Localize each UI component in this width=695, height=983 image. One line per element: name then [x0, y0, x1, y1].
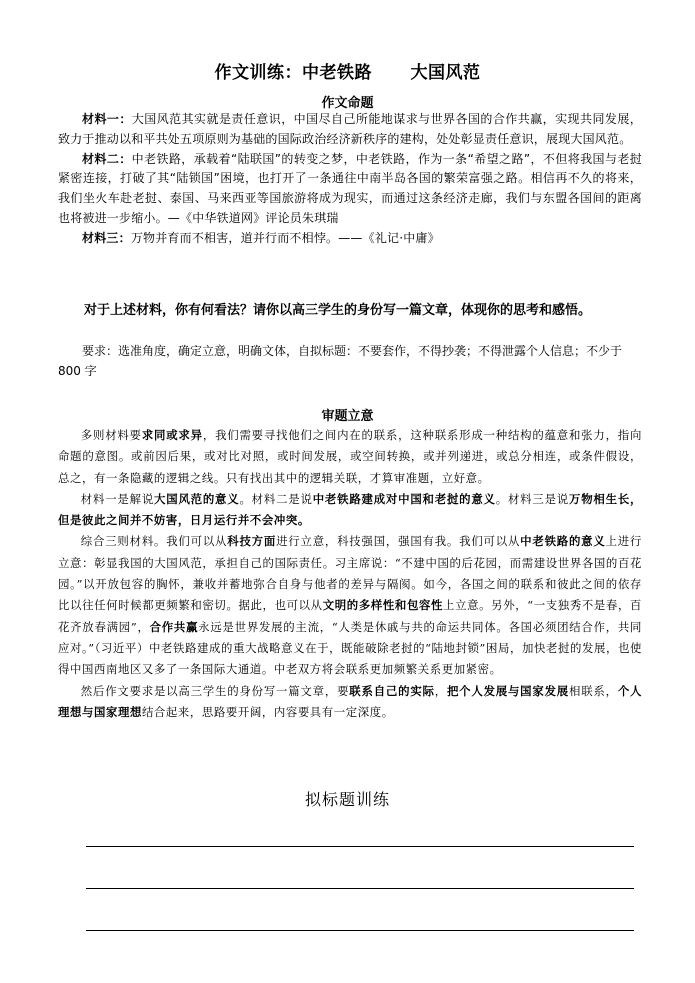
- analysis-text: 综合三则材料。我们可以从: [80, 534, 228, 549]
- material-text: 中老铁路，承载着“陆联国”的转变之梦，中老铁路，作为一条“希望之路”，不但将我国与老挝紧密连接，打破了其“陆锁国”困境，也打开了一条通往中南半岛各国的繁荣富强之路。相信再不久的将来，我们坐火车赴老挝、泰国、马来西亚等国旅游将成为现实，而通过这条经济走廊，我们与东盟各国间的距离也将被进一步缩小。—《中华铁道网》评论员朱琪瑞: [58, 151, 642, 225]
- analysis-text: ，: [434, 683, 447, 698]
- material-text: 万物并育而不相害，道并行而不相悖。——《礼记·中庸》: [130, 230, 440, 245]
- answer-line: [86, 846, 634, 847]
- analysis-emphasis: 中老铁路建成对中国和老挝的意义: [312, 491, 496, 506]
- analysis-emphasis: 万物相生长，但是彼此之间并不妨害，日月运行并不会冲突。: [58, 491, 643, 528]
- material-1: [58, 110, 642, 150]
- analysis-text: 上进行立意：彰显我国的大国风范，承担自己的国际责任。习主席说：“不建中国的后花园，而需建设世界各国的百花园。”以开放包容的胸怀，兼收并蓄地弥合自身与他者的差异与隔阂。如今，各国之间的联系和彼此之间的依存比以往任何时候都更频繁和密切。据此，也可以从: [58, 534, 642, 613]
- material-text: 大国风范其实就是责任意识，中国尽自己所能地谋求与世界各国的合作共赢，实现共同发展，致力于推动以和平共处五项原则为基础的国际政治经济新秩序的建构，处处彰显责任意识，展现大国风范。: [58, 112, 642, 146]
- analysis-paragraph-2: [58, 489, 642, 532]
- material-2: [58, 150, 642, 229]
- analysis-text: 永远是世界发展的主流，“人类是休戚与共的命运共同体。各国必须团结合作，共同应对。”（习近平）中老铁路建成的重大战略意义在于，既能破除老挝的“陆地封锁”困局，加快老挝的发展，也使得中国西南地区又多了一条国际大通道。中老双方将会联系更加频繁关系更加紧密。: [58, 619, 643, 677]
- analysis-text: 。材料二是说: [239, 491, 313, 506]
- analysis-text: 上立意。另外，“一支独秀不是春，百花齐放春满园”，: [58, 598, 642, 634]
- analysis-emphasis: 联系自己的实际: [349, 683, 435, 698]
- analysis-text: 相联系，: [569, 683, 618, 698]
- material-3: [58, 229, 642, 249]
- document-title: 作文训练：中老铁路 大国风范: [214, 63, 481, 83]
- analysis-emphasis: 求同或求异: [141, 428, 203, 442]
- analysis-emphasis: 合作共赢: [149, 619, 199, 634]
- analysis-paragraph-4: [58, 681, 642, 724]
- training-heading: 拟标题训练: [304, 790, 390, 809]
- section-heading-analysis: 审题立意: [321, 409, 374, 424]
- analysis-emphasis: 中老铁路的意义: [520, 534, 606, 549]
- answer-line: [86, 888, 634, 889]
- analysis-emphasis: 个人理想与国家理想: [58, 683, 643, 719]
- analysis-text: 多则材料要: [80, 428, 142, 442]
- analysis-text: 材料一是解说: [80, 491, 155, 506]
- analysis-paragraph-3: [58, 531, 642, 680]
- analysis-text: 进行立意，科技强国，强国有我。我们可以从: [276, 534, 521, 549]
- analysis-text: 结合起来，思路要开阔，内容要具有一定深度。: [141, 704, 394, 719]
- analysis-block: [58, 425, 642, 723]
- analysis-emphasis: 大国风范的意义: [154, 491, 240, 506]
- material-label: 材料三：: [82, 230, 131, 245]
- analysis-text: 。材料三是说: [495, 491, 569, 506]
- material-label: 材料二：: [82, 151, 132, 166]
- section-heading-prompt: 作文命题: [321, 96, 374, 111]
- material-label: 材料一：: [82, 112, 132, 126]
- answer-line: [86, 930, 634, 931]
- analysis-paragraph-1: [58, 425, 642, 489]
- analysis-emphasis: 把个人发展与国家发展: [446, 683, 569, 698]
- analysis-emphasis: 文明的多样性和包容性: [322, 598, 444, 613]
- analysis-text: 然后作文要求是以高三学生的身份写一篇文章，要: [80, 683, 350, 698]
- writing-requirement: 要求：选准角度，确定立意，明确文体，自拟标题：不要套作，不得抄袭；不得泄露个人信息；不少于 800 字: [58, 344, 623, 378]
- analysis-emphasis: 科技方面: [227, 534, 277, 549]
- writing-question: 对于上述材料，你有何看法？请你以高三学生的身份写一篇文章，体现你的思考和感悟。: [84, 303, 592, 318]
- materials-block: [58, 110, 642, 249]
- analysis-text: ，我们需要寻找他们之间内在的联系，这种联系形成一种结构的蕴意和张力，指向命题的意图。或前因后果，或对比对照，或时间发展，或空间转换，或并列递进，或总分相连，或条件假设，总之，有一条隐藏的逻辑之线。只有找出其中的逻辑关联，才算审准题，立好意。: [58, 428, 642, 485]
